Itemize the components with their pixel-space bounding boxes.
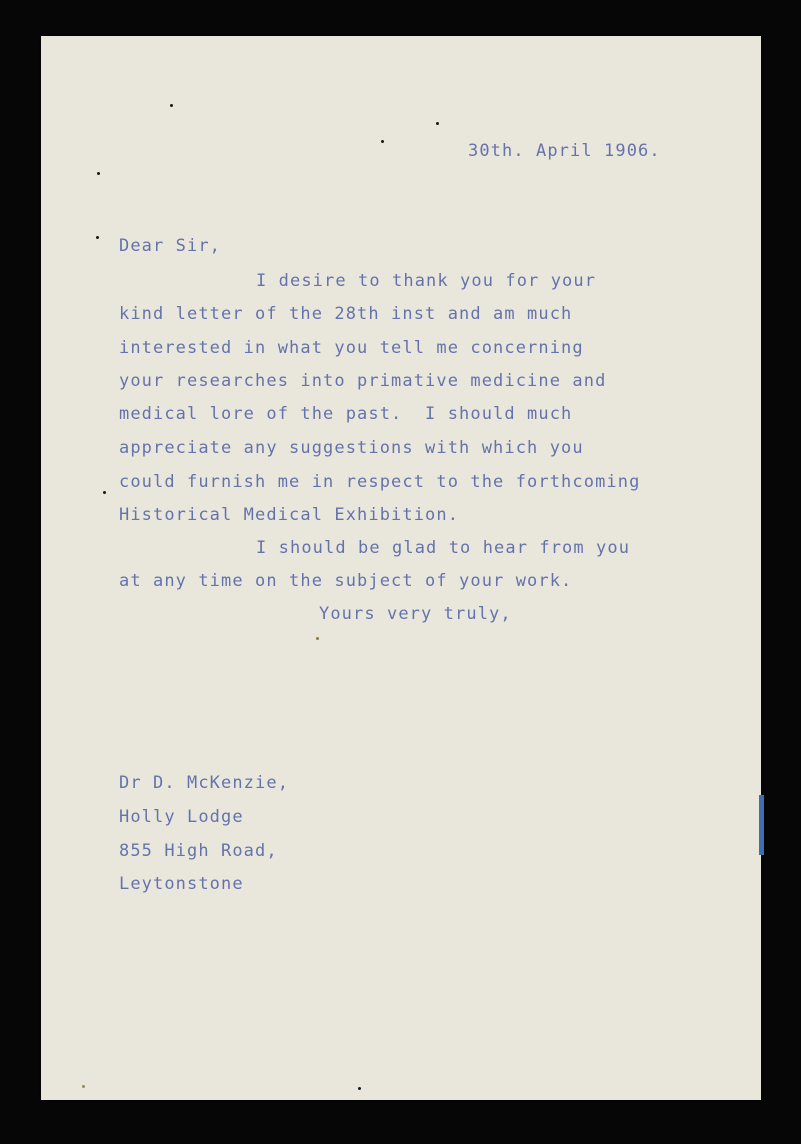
body-line: I should be glad to hear from you (256, 538, 631, 558)
body-line: at any time on the subject of your work. (119, 571, 573, 591)
paper-speck (97, 172, 100, 175)
paper-speck (82, 1085, 85, 1088)
body-line: medical lore of the past. I should much (119, 404, 573, 424)
address-line: Dr D. McKenzie, (119, 773, 290, 793)
body-line: kind letter of the 28th inst and am much (119, 304, 573, 324)
paper-speck (170, 104, 173, 107)
body-line: appreciate any suggestions with which you (119, 438, 584, 458)
paper-speck (103, 491, 106, 494)
address-line: 855 High Road, (119, 841, 278, 861)
body-line: I desire to thank you for your (256, 271, 597, 291)
letter-sheet (41, 36, 761, 1100)
body-line: your researches into primative medicine and (119, 371, 607, 391)
salutation: Dear Sir, (119, 236, 222, 256)
paper-speck (436, 122, 439, 125)
paper-speck (381, 140, 384, 143)
closing: Yours very truly, (319, 604, 512, 624)
address-line: Leytonstone (119, 874, 244, 894)
paper-speck (96, 236, 99, 239)
body-line: Historical Medical Exhibition. (119, 505, 460, 525)
blue-edge-mark (759, 795, 764, 855)
paper-speck (316, 637, 319, 640)
paper-speck (358, 1087, 361, 1090)
body-line: could furnish me in respect to the forthcoming (119, 472, 641, 492)
letter-date: 30th. April 1906. (468, 141, 661, 161)
address-line: Holly Lodge (119, 807, 244, 827)
body-line: interested in what you tell me concerning (119, 338, 584, 358)
